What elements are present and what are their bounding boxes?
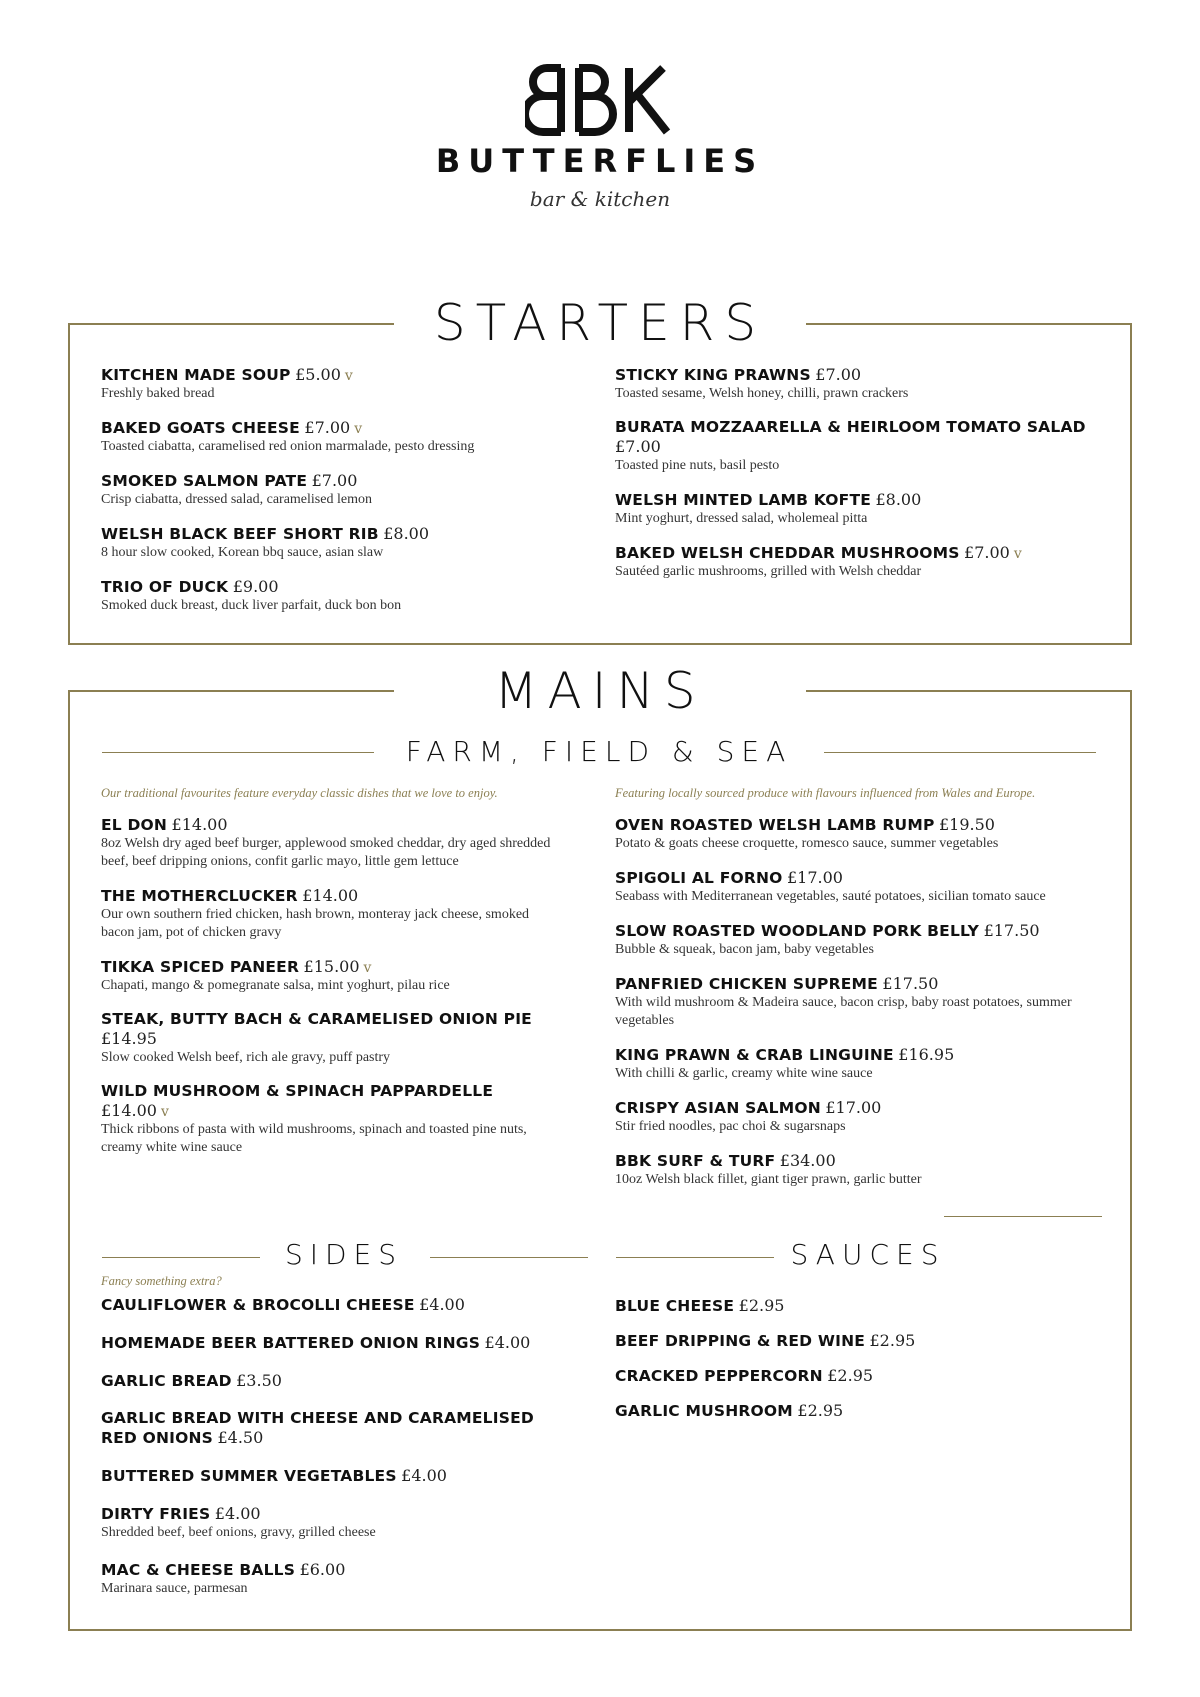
item-name: WELSH MINTED LAMB KOFTE — [615, 491, 872, 509]
item-name: BAKED WELSH CHEDDAR MUSHROOMS — [615, 544, 960, 562]
menu-item — [615, 418, 1115, 475]
sides-column — [101, 1274, 551, 1616]
sauces-column — [615, 1296, 1095, 1436]
sauces-title: SAUCES — [790, 1238, 946, 1271]
item-price: £5.00 — [295, 365, 341, 384]
menu-item — [101, 886, 551, 942]
mains-title: MAINS — [494, 662, 706, 720]
menu-item — [615, 1331, 1095, 1351]
sides-intro: Fancy something extra? — [101, 1274, 222, 1288]
menu-item — [615, 490, 1115, 528]
menu-item — [615, 1366, 1095, 1386]
item-name: SMOKED SALMON PATE — [101, 472, 308, 490]
item-description: Smoked duck breast, duck liver parfait, duck bon bon — [101, 598, 402, 613]
item-name: OVEN ROASTED WELSH LAMB RUMP — [615, 816, 935, 834]
item-price: £17.50 — [882, 974, 939, 993]
item-price: £8.00 — [383, 524, 430, 543]
item-price: £17.50 — [983, 921, 1040, 940]
menu-item — [615, 1098, 1095, 1136]
item-name: THE MOTHERCLUCKER — [101, 887, 298, 905]
sides-rule-left — [102, 1257, 260, 1258]
menu-item — [615, 365, 1115, 403]
item-name: TIKKA SPICED PANEER — [101, 958, 300, 976]
item-name: BEEF DRIPPING & RED WINE — [615, 1332, 866, 1350]
item-name: KITCHEN MADE SOUP — [101, 366, 291, 384]
menu-item — [615, 1045, 1095, 1083]
item-description: Stir fried noodles, pac choi & sugarsnaps — [615, 1119, 846, 1134]
item-name: CAULIFLOWER & BROCOLLI CHEESE — [101, 1296, 415, 1314]
brand-name: BUTTERFLIES — [435, 142, 765, 180]
farm-rule-right — [824, 752, 1096, 753]
item-price: £2.95 — [827, 1366, 874, 1385]
item-name: MAC & CHEESE BALLS — [101, 1561, 296, 1579]
item-name: KING PRAWN & CRAB LINGUINE — [615, 1046, 894, 1064]
item-description: Mint yoghurt, dressed salad, wholemeal pitta — [615, 511, 868, 526]
item-name: EL DON — [101, 816, 168, 834]
vegetarian-marker: v — [1013, 546, 1022, 562]
sauces-rule-left — [616, 1257, 774, 1258]
vegetarian-marker: v — [160, 1104, 169, 1120]
item-price: £4.00 — [419, 1295, 465, 1314]
vegetarian-marker: v — [354, 421, 363, 437]
item-price: £2.95 — [869, 1331, 916, 1350]
item-price: £7.00 — [815, 365, 862, 384]
sides-title: SIDES — [284, 1238, 404, 1271]
item-price: £6.00 — [299, 1560, 346, 1579]
menu-item — [615, 1401, 1095, 1421]
menu-item — [615, 1296, 1095, 1316]
item-name: BLUE CHEESE — [615, 1297, 735, 1315]
item-name: SPIGOLI AL FORNO — [615, 869, 783, 887]
menu-item — [101, 365, 571, 403]
item-price: £7.00 — [304, 418, 351, 437]
item-price: £2.95 — [797, 1401, 844, 1420]
item-price: £4.00 — [214, 1504, 261, 1523]
item-price: £4.00 — [401, 1466, 447, 1485]
item-price: £9.00 — [232, 577, 279, 596]
menu-item — [101, 957, 551, 995]
svg-text:bar & kitchen: bar & kitchen — [529, 187, 671, 211]
menu-item — [615, 543, 1115, 581]
item-name: STICKY KING PRAWNS — [615, 366, 811, 384]
item-description: With chilli & garlic, creamy white wine sauce — [615, 1066, 873, 1081]
item-description: Crisp ciabatta, dressed salad, caramelised lemon — [101, 492, 372, 507]
item-description: Toasted sesame, Welsh honey, chilli, prawn crackers — [615, 386, 909, 401]
item-description: Thick ribbons of pasta with wild mushrooms, spinach and toasted pine nuts, creamy white wine sauce — [101, 1122, 527, 1155]
bbk-logo-mark — [525, 64, 675, 136]
sides-rule-right — [430, 1257, 588, 1258]
item-name: GARLIC BREAD WITH CHEESE AND CARAMELISED RED ONIONS — [101, 1409, 534, 1447]
item-description: Marinara sauce, parmesan — [101, 1581, 248, 1596]
item-name: TRIO OF DUCK — [101, 578, 229, 596]
item-description: Seabass with Mediterranean vegetables, sauté potatoes, sicilian tomato sauce — [615, 889, 1046, 904]
menu-item — [101, 1560, 551, 1598]
item-name: BAKED GOATS CHEESE — [101, 419, 300, 437]
item-price: £14.95 — [101, 1029, 157, 1048]
item-price: £15.00 — [303, 957, 360, 976]
item-price: £14.00 — [171, 815, 228, 834]
item-description: Toasted ciabatta, caramelised red onion marmalade, pesto dressing — [101, 439, 475, 454]
item-price: £7.00 — [615, 437, 661, 456]
mains-right-column — [615, 786, 1095, 1204]
menu-item — [101, 1409, 551, 1448]
item-price: £2.95 — [738, 1296, 785, 1315]
mains-left-intro: Our traditional favourites feature everyday classic dishes that we love to enjoy. — [101, 786, 498, 800]
menu-item — [101, 1010, 551, 1067]
menu-item — [615, 1151, 1095, 1189]
menu-item — [101, 1295, 551, 1315]
menu-item — [615, 974, 1095, 1030]
item-price: £19.50 — [938, 815, 995, 834]
item-price: £17.00 — [787, 868, 843, 887]
mains-left-column — [101, 786, 551, 1172]
item-name: GARLIC MUSHROOM — [615, 1402, 793, 1420]
item-name: BBK SURF & TURF — [615, 1152, 776, 1170]
menu-item — [101, 418, 571, 456]
vegetarian-marker: v — [363, 960, 372, 976]
item-name: WILD MUSHROOM & SPINACH PAPPARDELLE — [101, 1082, 494, 1100]
starters-title: STARTERS — [433, 294, 767, 352]
menu-item — [101, 471, 571, 509]
item-name: GARLIC BREAD — [101, 1372, 232, 1390]
menu-item — [101, 1371, 551, 1391]
item-description: Shredded beef, beef onions, gravy, grilled cheese — [101, 1525, 376, 1540]
mains-subtitle: FARM, FIELD & SEA — [405, 735, 793, 768]
starters-left-column — [101, 365, 571, 630]
menu-item — [101, 524, 571, 562]
menu-item — [101, 1466, 551, 1486]
item-price: £4.00 — [484, 1333, 531, 1352]
item-name: CRISPY ASIAN SALMON — [615, 1099, 821, 1117]
item-price: £14.00 — [101, 1101, 157, 1120]
menu-item — [615, 868, 1095, 906]
starters-right-column — [615, 365, 1115, 596]
item-price: £14.00 — [302, 886, 359, 905]
menu-item — [101, 1082, 551, 1157]
tagline-script — [520, 182, 680, 218]
menu-item — [101, 815, 551, 871]
item-description: With wild mushroom & Madeira sauce, bacon crisp, baby roast potatoes, summer vegetables — [615, 995, 1072, 1028]
menu-item — [101, 1333, 551, 1353]
item-description: Potato & goats cheese croquette, romesco sauce, summer vegetables — [615, 836, 999, 851]
menu-item — [615, 921, 1095, 959]
item-name: CRACKED PEPPERCORN — [615, 1367, 823, 1385]
mains-right-intro: Featuring locally sourced produce with flavours influenced from Wales and Europe. — [615, 786, 1036, 800]
item-description: Our own southern fried chicken, hash brown, monteray jack cheese, smoked bacon jam, pot of chicken gravy — [101, 907, 530, 940]
item-name: WELSH BLACK BEEF SHORT RIB — [101, 525, 379, 543]
item-price: £4.50 — [217, 1428, 264, 1447]
item-name: STEAK, BUTTY BACH & CARAMELISED ONION PIE — [101, 1010, 532, 1028]
item-name: BURATA MOZZAARELLA & HEIRLOOM TOMATO SALAD — [615, 418, 1086, 436]
menu-item — [615, 815, 1095, 853]
item-description: Chapati, mango & pomegranate salsa, mint yoghurt, pilau rice — [101, 978, 450, 993]
item-price: £8.00 — [875, 490, 922, 509]
item-price: £17.00 — [825, 1098, 882, 1117]
item-name: DIRTY FRIES — [101, 1505, 211, 1523]
item-description: Freshly baked bread — [101, 386, 215, 401]
menu-item — [101, 577, 571, 615]
item-description: Slow cooked Welsh beef, rich ale gravy, puff pastry — [101, 1050, 391, 1065]
farm-rule-left — [102, 752, 374, 753]
item-name: PANFRIED CHICKEN SUPREME — [615, 975, 878, 993]
item-price: £3.50 — [236, 1371, 282, 1390]
item-name: SLOW ROASTED WOODLAND PORK BELLY — [615, 922, 980, 940]
header — [0, 64, 1200, 218]
item-description: 8 hour slow cooked, Korean bbq sauce, asian slaw — [101, 545, 384, 560]
vegetarian-marker: v — [344, 368, 353, 384]
item-description: Bubble & squeak, bacon jam, baby vegetables — [615, 942, 874, 957]
mains-right-end-rule — [944, 1216, 1102, 1217]
menu-item — [101, 1504, 551, 1542]
item-price: £7.00 — [964, 543, 1010, 562]
item-price: £34.00 — [779, 1151, 836, 1170]
item-description: 8oz Welsh dry aged beef burger, applewood smoked cheddar, dry aged shredded beef, beef dripping onions, confit garlic mayo, little gem lettuce — [101, 836, 551, 869]
item-name: HOMEMADE BEER BATTERED ONION RINGS — [101, 1334, 481, 1352]
item-name: BUTTERED SUMMER VEGETABLES — [101, 1467, 397, 1485]
item-description: 10oz Welsh black fillet, giant tiger prawn, garlic butter — [615, 1172, 922, 1187]
item-price: £7.00 — [311, 471, 358, 490]
item-description: Toasted pine nuts, basil pesto — [615, 458, 780, 473]
item-price: £16.95 — [898, 1045, 955, 1064]
item-description: Sautéed garlic mushrooms, grilled with Welsh cheddar — [615, 564, 922, 579]
